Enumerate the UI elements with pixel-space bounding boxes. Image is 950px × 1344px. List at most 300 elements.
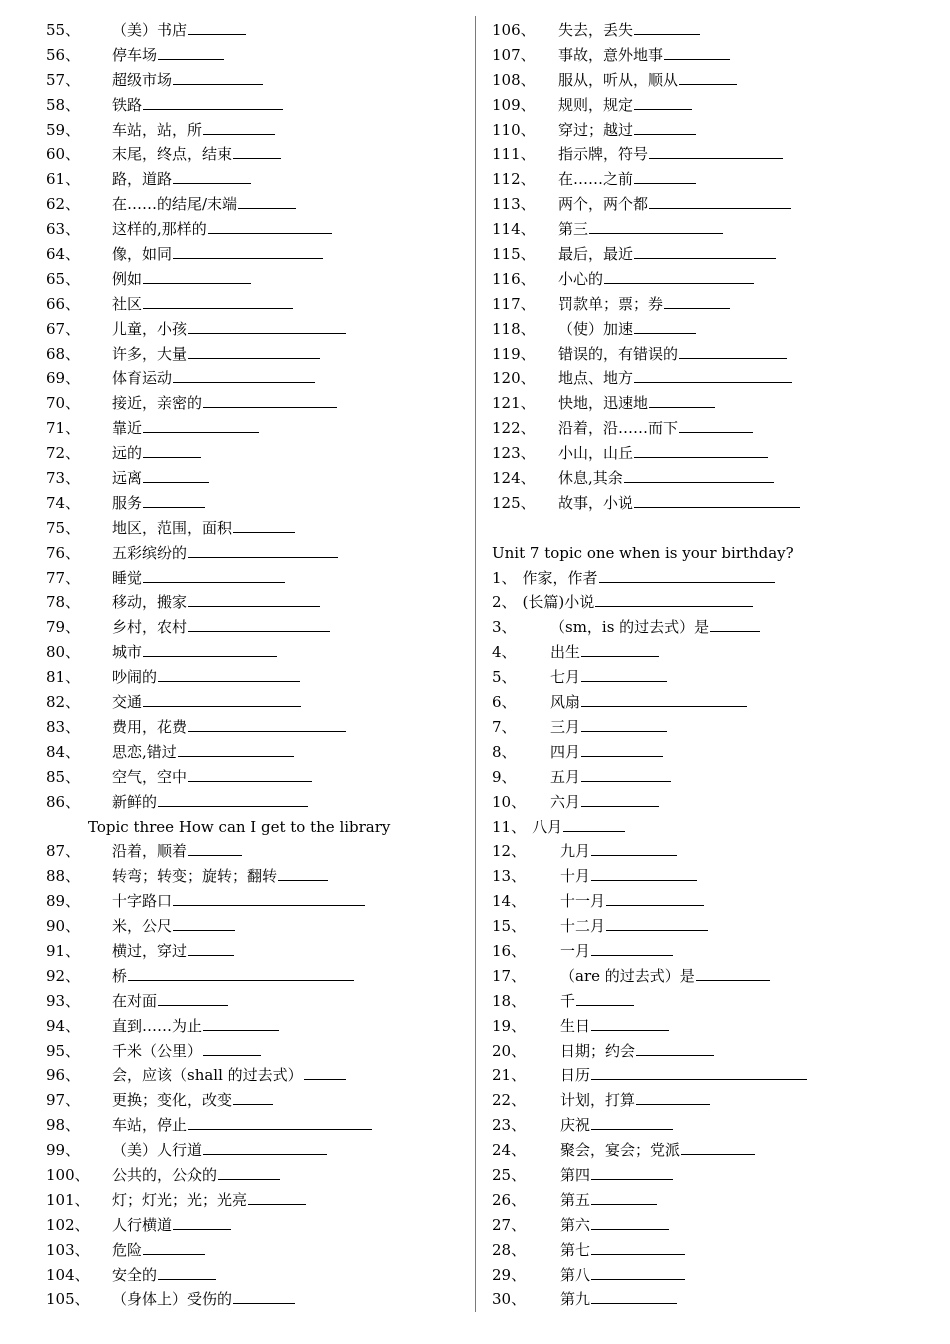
answer-blank[interactable]: [188, 591, 320, 607]
vocab-item: [492, 391, 932, 416]
item-number: 99、: [46, 1141, 81, 1160]
vocab-item: [492, 1213, 932, 1238]
answer-blank[interactable]: [143, 94, 283, 110]
item-number: 90、: [46, 917, 81, 936]
answer-blank[interactable]: [143, 442, 201, 458]
item-term: 接近，亲密的: [112, 394, 203, 413]
answer-blank[interactable]: [634, 243, 776, 259]
vocab-item: [46, 391, 466, 416]
answer-blank[interactable]: [203, 119, 275, 135]
item-term: 罚款单；票；券: [558, 294, 664, 313]
item-term: (长篇)小说: [522, 593, 595, 612]
item-number: 64、: [46, 245, 81, 264]
answer-blank[interactable]: [576, 990, 634, 1006]
answer-blank[interactable]: [188, 840, 242, 856]
answer-blank[interactable]: [710, 616, 760, 632]
vocab-item: [46, 939, 466, 964]
answer-blank[interactable]: [679, 69, 737, 85]
vocab-item: [46, 516, 466, 541]
topic-heading: Topic three How can I get to the library: [88, 817, 391, 836]
item-number: 124、: [492, 469, 536, 488]
answer-blank[interactable]: [563, 816, 625, 832]
item-number: 57、: [46, 70, 81, 89]
item-number: 30、: [492, 1290, 527, 1309]
answer-blank[interactable]: [208, 218, 332, 234]
answer-blank[interactable]: [143, 691, 301, 707]
vocab-item: [46, 1088, 466, 1113]
vocab-item: [492, 491, 932, 516]
item-term: 远的: [112, 444, 143, 463]
item-number: 111、: [492, 145, 536, 164]
answer-blank[interactable]: [649, 143, 783, 159]
item-term: 吵闹的: [112, 668, 158, 687]
answer-blank[interactable]: [664, 44, 730, 60]
answer-blank[interactable]: [218, 1164, 280, 1180]
item-number: 84、: [46, 742, 81, 761]
item-term: 路，道路: [112, 170, 173, 189]
answer-blank[interactable]: [188, 343, 320, 359]
vocab-item: [492, 68, 932, 93]
item-term: 空气，空中: [112, 767, 188, 786]
vocab-item: [492, 1163, 932, 1188]
unit-heading: Unit 7 topic one when is your birthday?: [492, 543, 794, 562]
item-number: 81、: [46, 668, 81, 687]
answer-blank[interactable]: [591, 940, 673, 956]
vocab-item: [492, 292, 932, 317]
answer-blank[interactable]: [143, 268, 251, 284]
item-term: 体育运动: [112, 369, 173, 388]
answer-blank[interactable]: [188, 940, 234, 956]
answer-blank[interactable]: [178, 741, 294, 757]
vocab-item: [492, 18, 932, 43]
vocab-item: [46, 541, 466, 566]
item-number: 2、: [492, 593, 517, 612]
vocab-item: [492, 615, 932, 640]
left-column: [46, 18, 466, 1312]
item-number: 5、: [492, 668, 517, 687]
item-term: 像，如同: [112, 245, 173, 264]
item-term: 五彩缤纷的: [112, 543, 188, 562]
vocab-item: [492, 839, 932, 864]
answer-blank[interactable]: [606, 890, 704, 906]
item-term: 更换；变化，改变: [112, 1091, 233, 1110]
answer-blank[interactable]: [128, 965, 354, 981]
item-term: 第七: [560, 1240, 591, 1259]
item-number: 10、: [492, 792, 527, 811]
answer-blank[interactable]: [634, 119, 696, 135]
answer-blank[interactable]: [604, 268, 754, 284]
answer-blank[interactable]: [188, 1114, 372, 1130]
vocab-item: [492, 889, 932, 914]
vocab-item: [492, 989, 932, 1014]
item-term: 快地，迅速地: [558, 394, 649, 413]
vocab-item: [46, 1287, 466, 1312]
item-number: 75、: [46, 518, 81, 537]
answer-blank[interactable]: [591, 1015, 669, 1031]
vocab-item: [46, 1138, 466, 1163]
answer-blank[interactable]: [649, 193, 791, 209]
answer-blank[interactable]: [188, 616, 330, 632]
answer-blank[interactable]: [581, 691, 747, 707]
section-gap: [492, 516, 932, 541]
item-term: 日历: [560, 1066, 591, 1085]
vocab-item: [46, 690, 466, 715]
item-number: 105、: [46, 1290, 90, 1309]
vocab-item: [46, 740, 466, 765]
item-number: 8、: [492, 742, 517, 761]
vocab-item: [492, 864, 932, 889]
answer-blank[interactable]: [158, 666, 300, 682]
answer-blank[interactable]: [203, 1040, 261, 1056]
item-term: 许多，大量: [112, 344, 188, 363]
item-number: 71、: [46, 419, 81, 438]
answer-blank[interactable]: [636, 1089, 710, 1105]
vocab-item: [492, 466, 932, 491]
answer-blank[interactable]: [188, 766, 312, 782]
item-number: 55、: [46, 21, 81, 39]
item-number: 86、: [46, 792, 81, 811]
item-number: 68、: [46, 344, 81, 363]
item-term: 休息,其余: [558, 469, 623, 488]
item-number: 113、: [492, 195, 536, 214]
item-term: 危险: [112, 1240, 143, 1259]
item-number: 26、: [492, 1190, 527, 1209]
item-number: 1、: [492, 568, 517, 587]
item-number: 116、: [492, 269, 536, 288]
item-number: 24、: [492, 1141, 527, 1160]
answer-blank[interactable]: [203, 1015, 279, 1031]
answer-blank[interactable]: [143, 417, 259, 433]
answer-blank[interactable]: [158, 1264, 216, 1280]
vocab-item: [46, 914, 466, 939]
vocab-item: [492, 441, 932, 466]
item-number: 25、: [492, 1165, 527, 1184]
vocab-item: [46, 715, 466, 740]
item-term: 十一月: [560, 892, 606, 911]
vocab-item: [492, 43, 932, 68]
answer-blank[interactable]: [634, 318, 696, 334]
answer-blank[interactable]: [581, 791, 659, 807]
vocab-item: [46, 292, 466, 317]
answer-blank[interactable]: [188, 318, 346, 334]
vocab-item: [46, 242, 466, 267]
vocab-item: [46, 43, 466, 68]
answer-blank[interactable]: [304, 1064, 346, 1080]
answer-blank[interactable]: [143, 1239, 205, 1255]
answer-blank[interactable]: [143, 293, 293, 309]
item-number: 63、: [46, 220, 81, 239]
answer-blank[interactable]: [173, 69, 263, 85]
item-number: 16、: [492, 941, 527, 960]
item-term: 小心的: [558, 269, 604, 288]
answer-blank[interactable]: [581, 641, 659, 657]
vocab-item: [46, 1163, 466, 1188]
item-term: 小山，山丘: [558, 444, 634, 463]
item-term: 聚会，宴会；党派: [560, 1141, 681, 1160]
item-term: 千: [560, 991, 576, 1010]
answer-blank[interactable]: [634, 94, 692, 110]
left-vocab-list-b: [46, 839, 466, 1312]
left-vocab-list-a: [46, 18, 466, 815]
answer-blank[interactable]: [589, 218, 723, 234]
vocab-item: [46, 167, 466, 192]
item-number: 60、: [46, 145, 81, 164]
item-number: 12、: [492, 842, 527, 861]
item-term: 例如: [112, 269, 143, 288]
item-number: 79、: [46, 618, 81, 637]
item-number: 98、: [46, 1116, 81, 1135]
item-term: 第九: [560, 1290, 591, 1309]
vocab-item: [46, 989, 466, 1014]
answer-blank[interactable]: [606, 915, 708, 931]
answer-blank[interactable]: [143, 492, 205, 508]
vocab-item: [492, 964, 932, 989]
answer-blank[interactable]: [591, 1189, 657, 1205]
item-number: 27、: [492, 1215, 527, 1234]
answer-blank[interactable]: [649, 392, 715, 408]
right-column: [492, 18, 932, 1312]
answer-blank[interactable]: [591, 1214, 669, 1230]
answer-blank[interactable]: [581, 666, 667, 682]
answer-blank[interactable]: [143, 641, 277, 657]
item-term: 两个，两个都: [558, 195, 649, 214]
vocab-item: [492, 1238, 932, 1263]
answer-blank[interactable]: [636, 1040, 714, 1056]
vocab-item: [46, 839, 466, 864]
vocab-item: [46, 267, 466, 292]
answer-blank[interactable]: [591, 1288, 677, 1304]
vocab-item: [492, 939, 932, 964]
item-number: 102、: [46, 1215, 90, 1234]
answer-blank[interactable]: [591, 1114, 673, 1130]
item-term: 十字路口: [112, 892, 173, 911]
vocab-item: [46, 790, 466, 815]
answer-blank[interactable]: [158, 791, 308, 807]
item-term: 第三: [558, 220, 589, 239]
vocab-item: [46, 765, 466, 790]
answer-blank[interactable]: [158, 990, 228, 1006]
answer-blank[interactable]: [188, 542, 338, 558]
vocab-item: [492, 93, 932, 118]
item-number: 17、: [492, 966, 527, 985]
answer-blank[interactable]: [591, 1239, 685, 1255]
item-number: 3、: [492, 618, 517, 637]
item-number: 65、: [46, 269, 81, 288]
item-number: 94、: [46, 1016, 81, 1035]
item-number: 100、: [46, 1165, 90, 1184]
answer-blank[interactable]: [188, 716, 346, 732]
item-number: 73、: [46, 469, 81, 488]
vocab-item: [492, 590, 932, 615]
vocab-item: [492, 217, 932, 242]
item-number: 22、: [492, 1091, 527, 1110]
item-term: 失去，丢失: [558, 21, 634, 39]
item-term: 错误的，有错误的: [558, 344, 679, 363]
answer-blank[interactable]: [203, 392, 337, 408]
vocab-item: [46, 142, 466, 167]
answer-blank[interactable]: [188, 19, 246, 35]
item-number: 62、: [46, 195, 81, 214]
item-term: 车站，站，所: [112, 120, 203, 139]
item-number: 107、: [492, 45, 536, 64]
answer-blank[interactable]: [173, 168, 251, 184]
answer-blank[interactable]: [679, 343, 787, 359]
item-term: 在……之前: [558, 170, 634, 189]
vocab-item: [46, 1213, 466, 1238]
item-number: 7、: [492, 717, 517, 736]
item-number: 11、: [492, 817, 527, 836]
vocab-item: [492, 914, 932, 939]
item-term: 米，公尺: [112, 917, 173, 936]
item-term: 公共的，公众的: [112, 1165, 218, 1184]
vocab-item: [46, 665, 466, 690]
item-term: 睡觉: [112, 568, 143, 587]
item-number: 23、: [492, 1116, 527, 1135]
right-vocab-list-a: [492, 18, 932, 516]
item-term: 第四: [560, 1165, 591, 1184]
answer-blank[interactable]: [203, 1139, 327, 1155]
item-number: 93、: [46, 991, 81, 1010]
item-term: 十二月: [560, 917, 606, 936]
item-term: 千米（公里）: [112, 1041, 203, 1060]
answer-blank[interactable]: [679, 417, 753, 433]
vocab-item: [492, 765, 932, 790]
answer-blank[interactable]: [143, 467, 209, 483]
answer-blank[interactable]: [624, 467, 774, 483]
item-number: 110、: [492, 120, 536, 139]
item-term: 四月: [550, 742, 581, 761]
item-number: 20、: [492, 1041, 527, 1060]
item-number: 6、: [492, 693, 517, 712]
item-number: 101、: [46, 1190, 90, 1209]
vocab-item: [492, 1287, 932, 1312]
answer-blank[interactable]: [634, 367, 792, 383]
answer-blank[interactable]: [664, 293, 730, 309]
item-term: （身体上）受伤的: [112, 1290, 233, 1309]
vocab-item: [46, 192, 466, 217]
answer-blank[interactable]: [278, 865, 328, 881]
answer-blank[interactable]: [581, 741, 663, 757]
vocab-item: [46, 68, 466, 93]
answer-blank[interactable]: [681, 1139, 755, 1155]
answer-blank[interactable]: [233, 517, 295, 533]
item-term: 庆祝: [560, 1116, 591, 1135]
item-term: （美）书店: [112, 21, 188, 39]
vocab-item: [492, 566, 932, 591]
answer-blank[interactable]: [173, 890, 365, 906]
item-number: 72、: [46, 444, 81, 463]
item-term: 地区，范围，面积: [112, 518, 233, 537]
item-number: 14、: [492, 892, 527, 911]
item-number: 28、: [492, 1240, 527, 1259]
item-number: 91、: [46, 941, 81, 960]
answer-blank[interactable]: [595, 591, 753, 607]
item-number: 106、: [492, 21, 536, 39]
vocab-item: [46, 1113, 466, 1138]
answer-blank[interactable]: [158, 44, 224, 60]
answer-blank[interactable]: [233, 143, 281, 159]
answer-blank[interactable]: [634, 492, 800, 508]
item-term: 在……的结尾/末端: [112, 195, 238, 214]
item-number: 95、: [46, 1041, 81, 1060]
item-term: （are 的过去式）是: [560, 966, 695, 985]
item-term: 事故，意外地事: [558, 45, 664, 64]
item-term: 安全的: [112, 1265, 158, 1284]
answer-blank[interactable]: [599, 567, 775, 583]
answer-blank[interactable]: [591, 865, 697, 881]
answer-blank[interactable]: [581, 766, 671, 782]
item-term: （美）人行道: [112, 1141, 203, 1160]
item-number: 121、: [492, 394, 536, 413]
vocab-item: [46, 590, 466, 615]
item-term: （使）加速: [558, 319, 634, 338]
answer-blank[interactable]: [696, 965, 770, 981]
answer-blank[interactable]: [173, 1214, 231, 1230]
answer-blank[interactable]: [173, 915, 235, 931]
item-term: 费用，花费: [112, 717, 188, 736]
vocab-item: [492, 242, 932, 267]
answer-blank[interactable]: [634, 442, 768, 458]
vocab-item: [46, 217, 466, 242]
item-term: 桥: [112, 966, 128, 985]
item-number: 83、: [46, 717, 81, 736]
item-term: 沿着，沿……而下: [558, 419, 679, 438]
vocab-item: [46, 1263, 466, 1288]
item-number: 76、: [46, 543, 81, 562]
item-number: 109、: [492, 95, 536, 114]
answer-blank[interactable]: [591, 840, 677, 856]
answer-blank[interactable]: [173, 243, 323, 259]
item-term: （sm，is 的过去式）是: [550, 618, 710, 637]
item-term: 第五: [560, 1190, 591, 1209]
item-number: 123、: [492, 444, 536, 463]
item-term: 穿过；越过: [558, 120, 634, 139]
vocab-item: [492, 1088, 932, 1113]
item-term: 最后，最近: [558, 245, 634, 264]
answer-blank[interactable]: [591, 1164, 673, 1180]
answer-blank[interactable]: [591, 1064, 807, 1080]
answer-blank[interactable]: [591, 1264, 685, 1280]
answer-blank[interactable]: [173, 367, 315, 383]
answer-blank[interactable]: [634, 168, 696, 184]
item-number: 61、: [46, 170, 81, 189]
answer-blank[interactable]: [143, 567, 285, 583]
answer-blank[interactable]: [581, 716, 667, 732]
item-number: 119、: [492, 344, 536, 363]
item-term: 末尾，终点，结束: [112, 145, 233, 164]
vocab-item: [492, 640, 932, 665]
vocab-item: [492, 167, 932, 192]
item-number: 4、: [492, 643, 517, 662]
item-term: 车站，停止: [112, 1116, 188, 1135]
vocab-item: [46, 317, 466, 342]
item-term: 地点、地方: [558, 369, 634, 388]
item-number: 108、: [492, 70, 536, 89]
item-term: 一月: [560, 941, 591, 960]
answer-blank[interactable]: [233, 1288, 295, 1304]
vocab-item: [46, 566, 466, 591]
answer-blank[interactable]: [248, 1189, 306, 1205]
item-number: 9、: [492, 767, 517, 786]
answer-blank[interactable]: [233, 1089, 273, 1105]
item-term: 新鲜的: [112, 792, 158, 811]
item-number: 89、: [46, 892, 81, 911]
item-number: 97、: [46, 1091, 81, 1110]
vocab-item: [46, 964, 466, 989]
item-number: 15、: [492, 917, 527, 936]
answer-blank[interactable]: [238, 193, 296, 209]
answer-blank[interactable]: [634, 19, 700, 35]
